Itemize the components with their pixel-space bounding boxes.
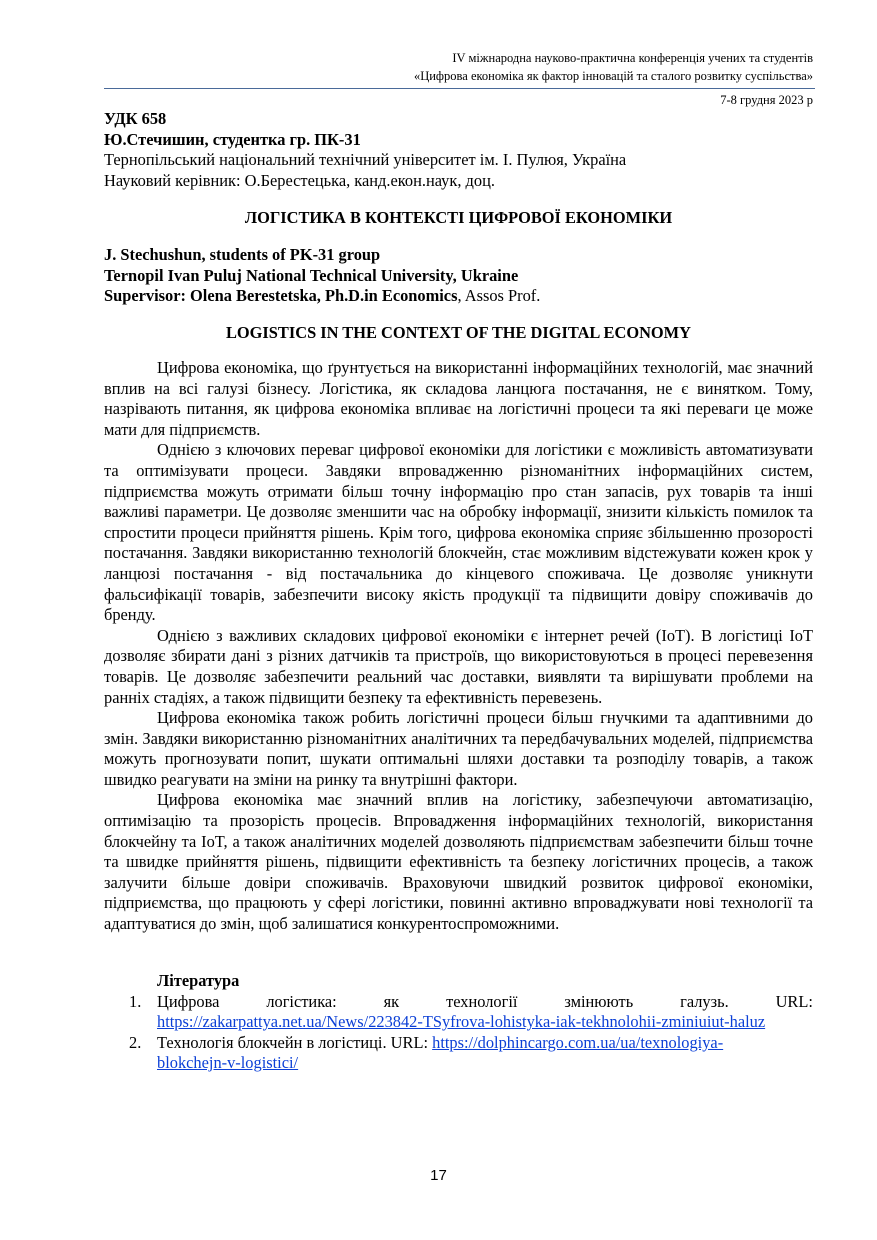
body-paragraph: Однією з важливих складових цифрової економіки є інтернет речей (IoT). В логістиці IoT дозволяє збирати дані з різних датчиків та пристроїв, що використовуються в процесі перевезення товарів. Це дозволяє забезпечити реальний час доставки, виявляти та вирішувати проблеми на ранніх стадіях, а також підвищити безпеку та ефективність перевезень. [104, 625, 813, 707]
header-divider [104, 88, 815, 89]
reference-link-continued[interactable]: blokchejn-v-logistici/ [157, 1053, 299, 1073]
article-title-ua: ЛОГІСТИКА В КОНТЕКСТІ ЦИФРОВОЇ ЕКОНОМІКИ [244, 208, 673, 227]
author-ua: Ю.Стечишин, студентка гр. ПК-31 [104, 129, 361, 149]
author-en: J. Stechushun, students of PK-31 group [104, 245, 381, 264]
reference-item [104, 1033, 813, 1074]
author-info-ua [104, 109, 813, 191]
page-number: 17 [430, 1167, 447, 1184]
conference-date: 7-8 грудня 2023 р [720, 93, 813, 107]
conference-subtitle-line: «Цифрова економіка як фактор інновацій та сталого розвитку суспільства» [413, 69, 813, 83]
supervisor-ua: Науковий керівник: О.Берестецька, канд.екон.наук, доц. [104, 170, 495, 190]
article-title-en: LOGISTICS IN THE CONTEXT OF THE DIGITAL ECONOMY [226, 323, 691, 342]
reference-text: Технологія блокчейн в логістиці. URL: [157, 1032, 433, 1052]
article-body [104, 358, 813, 935]
conference-title-line: IV міжнародна науково-практична конференція учених та студентів [452, 51, 813, 65]
body-paragraph: Цифрова економіка, що ґрунтується на використанні інформаційних технологій, має значний вплив на всі галузі бізнесу. Логістика, як складова ланцюга постачання, не є винятком. Тому, назрівають питання, як цифрова економіка впливає на логістичні процеси та які переваги це може мати для підприємств. [104, 358, 813, 439]
reference-link[interactable]: https://zakarpattya.net.ua/News/223842-TSyfrova-lohistyka-iak-tekhnolohii-zminiuiut-haluz [157, 1012, 766, 1032]
body-paragraph: Цифрова економіка має значний вплив на логістику, забезпечуючи автоматизацію, оптимізацію та прозорість процесів. Впровадження інформаційних технологій, використання блокчейну та IoT, а також аналітичних моделей дозволяють підприємствам забезпечити більш точне та швидке прийняття рішень, підвищити ефективність та безпеку логістичних процесів, а також залучити більше довіри споживачів. Враховуючи швидкий розвиток цифрової економіки, підприємства, що працюють у сфері логістики, повинні активно впроваджувати нові технології та адаптуватися до змін, щоб залишатися конкурентоспроможними. [104, 790, 813, 934]
supervisor-title-en: , Assos Prof. [457, 286, 541, 306]
author-info-en [104, 245, 813, 307]
body-paragraph: Цифрова економіка також робить логістичні процеси більш гнучкими та адаптивними до змін. Завдяки використанню різноманітних аналітичних та передбачувальних моделей, підприємства можуть прогнозувати попит, шукати оптимальні шляхи доставки та розподілу товарів, а також швидко реагувати на зміни на ринку та внутрішні фактори. [104, 708, 813, 789]
supervisor-en: Supervisor: Olena Berestetska, Ph.D.in Economics [104, 286, 458, 306]
institution-en: Ternopil Ivan Puluj National Technical University, Ukraine [104, 265, 519, 285]
references-section [104, 971, 813, 1074]
supervisor-en-line [104, 286, 813, 307]
body-paragraph: Однією з ключових переваг цифрової економіки для логістики є можливість автоматизувати та оптимізувати процеси. Завдяки впровадженню різноманітних інформаційних систем, підприємства можуть отримати більш точну інформацію про стан запасів, рух товарів та інші важливі параметри. Це дозволяє зменшити час на обробку інформації, знизити кількість помилок та спростити процеси прийняття рішень. Крім того, цифрова економіка сприяє збільшенню прозорості постачання. Завдяки використанню технологій блокчейн, стає можливим відстежувати кожен крок у ланцюзі постачання - від постачальника до кінцевого споживача. Це дозволяє уникнути фальсифікації товарів, забезпечити високу якість продукції та підвищити довіру споживачів до бренду. [104, 440, 813, 625]
reference-title-line: Цифрова логістика: як технології змінюють галузь. URL: [157, 991, 813, 1011]
institution-ua: Тернопільський національний технічний університет ім. І. Пулюя, Україна [104, 150, 627, 170]
reference-link[interactable]: https://dolphincargo.com.ua/ua/texnologiya- [432, 1032, 724, 1052]
udc-code: УДК 658 [104, 109, 167, 128]
reference-number: 1. [129, 991, 142, 1011]
reference-item [104, 992, 813, 1033]
reference-number: 2. [129, 1032, 142, 1052]
references-title: Література [157, 971, 240, 990]
